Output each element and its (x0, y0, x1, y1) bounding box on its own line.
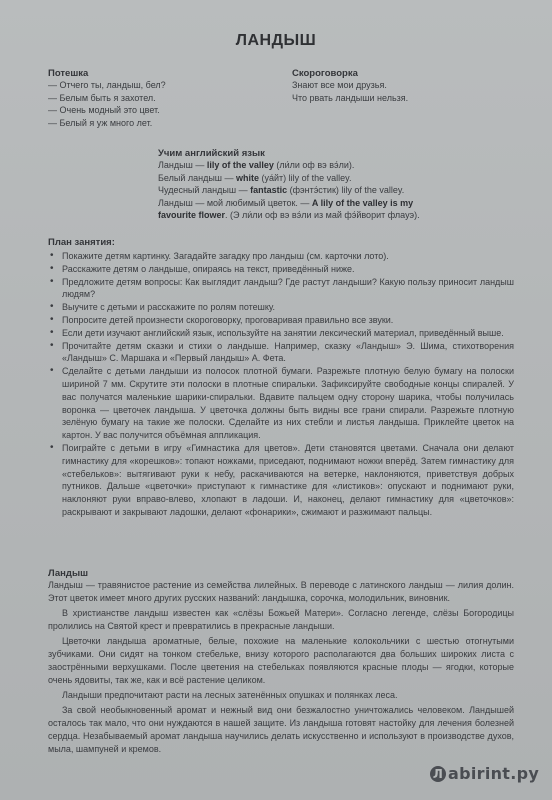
article-paragraph: Ландыш — травянистое растение из семейства лилейных. В переводе с латинского ландыш — лилия долин. Этот цветок имеет много других русских названий: ландышка, сорочка, молодильник, виновник. (48, 580, 514, 603)
plan-item: • Выучите с детьми и расскажите по ролям потешку. (48, 301, 514, 314)
article-paragraph: Цветочки ландыша ароматные, белые, похожие на маленькие колокольчики с шестью отогнутыми зубчиками. Они сидят на тонком стебельке, внизу которого располагаются два больших широких листа с заострёнными верхушками. После цветения на стебельках появляются красные плоды — ягодки, которые очень ядовиты, так же, как и всё растение целиком. (48, 636, 514, 685)
english-line: Ландыш — lily of the valley (ли́ли оф вэ вэ́ли). (158, 160, 355, 170)
plan-item: • Прочитайте детям сказки и стихи о ландыше. Например, сказку «Ландыш» Э. Шима, стихотворения «Ландыш» С. Маршака и «Первый ландыш» А. Фета. (48, 340, 514, 366)
poteshka-line: — Белым быть я захотел. (48, 92, 156, 103)
article-paragraph: В христианстве ландыш известен как «слёзы Божьей Матери». Согласно легенде, слёзы Богородицы пролились на Святой крест и превратились в прекрасные ландыши. (48, 608, 514, 631)
plan-item: • Поиграйте с детьми в игру «Гимнастика для цветов». Дети становятся цветами. Сначала они делают гимнастику для «корешков»: топают ножками, приседают, поднимают ножки вперёд. Затем гимнастику для «стебельков»: вытягивают руки к небу, раскачиваются на ветерке, наклоняются, приветствуя добрых путников. Дальше «цветочки» приступают к гимнастике для «листиков»: опускают и поднимают руки, наклоняют руки вправо-влево, хлопают в ладоши. И, наконец, делают гимнастику для «цветочков»: раскрывают и закрывают ладошки, делают «фонарики», сжимают и разжимают пальцы. (48, 442, 514, 519)
lesson-plan (48, 237, 514, 519)
tongue-twister-block (292, 68, 512, 104)
english-line: favourite flower. (Э ли́ли оф вэ вэ́ли из май фэ́йворит флауэ). (158, 210, 420, 221)
plan-item: • Если дети изучают английский язык, используйте на занятии лексический материал, приведённый выше. (48, 327, 514, 340)
watermark-logo: Л abirint.ру (430, 764, 539, 783)
english-block (158, 148, 488, 222)
english-heading: Учим английский язык (158, 148, 265, 159)
english-line: Ландыш — мой любимый цветок. — A lily of the valley is my (158, 197, 414, 208)
labirint-icon: Л (430, 766, 446, 782)
plan-item: • Покажите детям картинку. Загадайте загадку про ландыш (см. карточки лото). (48, 250, 514, 263)
article-paragraph: За свой необыкновенный аромат и нежный вид они безжалостно уничтожались человеком. Ландышей осталось так мало, что они нуждаются в нашей защите. Из ландыша готовят настойку для лечения болезней сердца. Незабываемый аромат ландыша научились делать искусственно и используют в производстве духов, мыла, шампуней и кремов. (48, 705, 514, 754)
plan-item: • Предложите детям вопросы: Как выглядит ландыш? Где растут ландыши? Какую пользу приносит ландыш людям? (48, 276, 514, 302)
page-title: ЛАНДЫШ (235, 32, 317, 49)
english-line: Чудесный ландыш — fantastic (фэнтэ́стик) lily of the valley. (158, 185, 405, 196)
poteshka-line: — Отчего ты, ландыш, бел? (48, 80, 166, 90)
lily-article (48, 568, 514, 758)
lesson-plan-heading: План занятия: (48, 237, 115, 248)
tongue-twister-line: Что рвать ландыши нельзя. (292, 92, 409, 103)
poteshka-line: — Очень модный это цвет. (48, 105, 160, 116)
tongue-twister-line: Знают все мои друзья. (292, 80, 387, 90)
plan-item: • Сделайте с детьми ландыши из полосок плотной бумаги. Разрежьте плотную белую бумагу на полоски шириной 7 мм. Скрутите эти полоски в плотные спиральки. Зафиксируйте свободные концы спиралей. У вас получатся маленькие шарики-спиральки. Вдавите пальцем одну сторону шарика, чтобы получилась воронка — цветочек ландыша. У цветочка должны быть видны все грани спирали. Разрежьте плотную зелёную бумагу на такие же полоски. Сделайте из них стебли и листья ландыша. Приклейте цветок на картон. У вас получится объёмная аппликация. (48, 365, 514, 442)
plan-item: • Попросите детей произнести скороговорку, проговаривая правильно все звуки. (48, 314, 514, 327)
poteshka-line: — Белый я уж много лет. (48, 117, 153, 128)
lesson-plan-list (48, 250, 514, 519)
english-line: Белый ландыш — white (уа́йт) lily of the valley. (158, 172, 352, 183)
article-paragraph: Ландыши предпочитают расти на лесных затенённых опушках и полянках леса. (62, 690, 398, 700)
plan-item: • Расскажите детям о ландыше, опираясь на текст, приведённый ниже. (48, 263, 514, 276)
poteshka-block (48, 68, 268, 129)
poteshka-heading: Потешка (48, 68, 89, 79)
lily-article-heading: Ландыш (48, 568, 88, 579)
tongue-twister-heading: Скороговорка (292, 68, 358, 79)
